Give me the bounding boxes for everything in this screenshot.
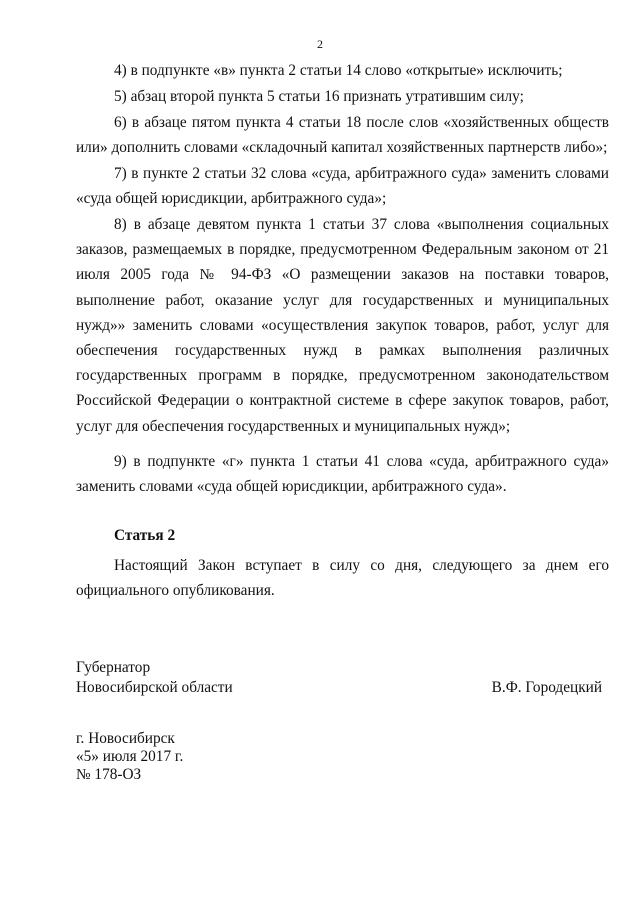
- signature-title-line-2: Новосибирской области: [76, 679, 233, 696]
- paragraph-item-6: 6) в абзаце пятом пункта 4 статьи 18 после слов «хозяйственных обществ или» дополнить словами «складочный капитал хозяйственных партнерств либо»;: [76, 114, 609, 157]
- signature-title: [76, 658, 233, 698]
- signature-title-line-1: Губернатор: [76, 659, 151, 676]
- place-date-block: [76, 730, 183, 784]
- place-city: г. Новосибирск: [76, 730, 175, 747]
- paragraph-item-9: 9) в подпункте «г» пункта 1 статьи 41 слова «суда, арбитражного суда» заменить словами «суда общей юрисдикции, арбитражного суда».: [76, 453, 609, 496]
- signature-name: В.Ф. Городецкий: [491, 679, 602, 696]
- paragraph-item-7: 7) в пункте 2 статьи 32 слова «суда, арбитражного суда» заменить словами «суда общей юрисдикции, арбитражного суда»;: [76, 165, 609, 208]
- article-2-text: Настоящий Закон вступает в силу со дня, следующего за днем его официального опубликования.: [76, 557, 609, 600]
- paragraph-item-8: 8) в абзаце девятом пункта 1 статьи 37 слова «выполнения социальных заказов, размещаемых в порядке, предусмотренном Федеральным законом от 21 июля 2005 года № 94-ФЗ «О размещении заказов на поставки товаров, выполнение работ, оказание услуг для государственных и муниципальных нужд»» заменить словами «осуществления закупок товаров, работ, услуг для обеспечения государственных нужд в рамках выполнения различных государственных программ в порядке, предусмотренном законодательством Российской Федерации о контрактной системе в сфере закупок товаров, работ, услуг для обеспечения государственных и муниципальных нужд»;: [76, 216, 609, 435]
- place-date: «5» июля 2017 г.: [76, 748, 184, 765]
- page-number: 2: [317, 37, 323, 51]
- paragraph-item-5: 5) абзац второй пункта 5 статьи 16 признать утратившим силу;: [114, 88, 524, 105]
- law-number: № 178-ОЗ: [76, 766, 142, 783]
- paragraph-item-4: 4) в подпункте «в» пункта 2 статьи 14 слово «открытые» исключить;: [114, 62, 563, 79]
- article-2-heading: Статья 2: [114, 527, 176, 544]
